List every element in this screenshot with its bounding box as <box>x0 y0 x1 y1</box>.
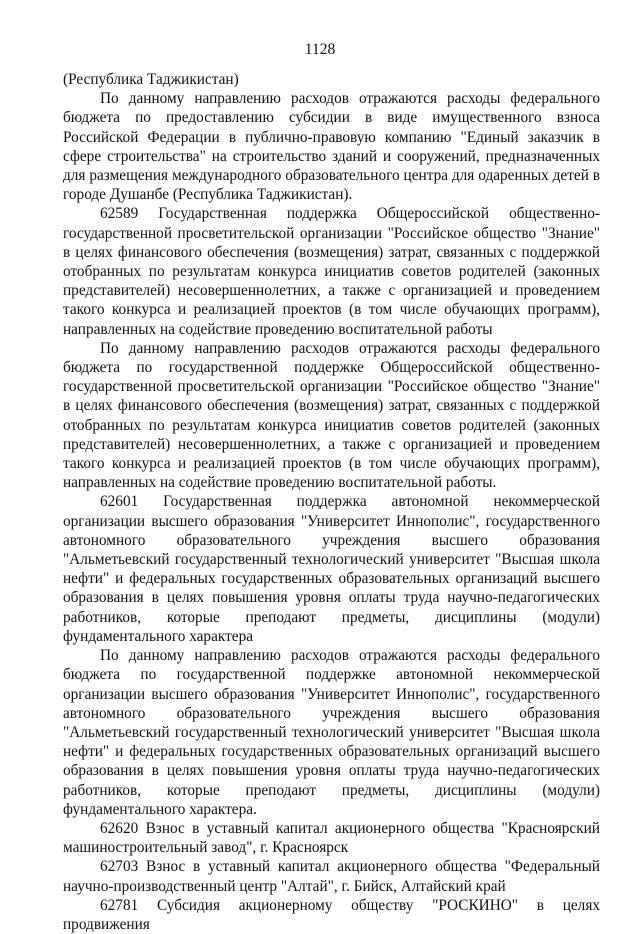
paragraph-code-62781-heading: 62781 Субсидия акционерному обществу "РОСКИНО" в целях продвижения <box>63 896 600 933</box>
document-body <box>63 70 600 934</box>
page-number: 1128 <box>304 41 336 58</box>
paragraph-code-62703-heading: 62703 Взнос в уставный капитал акционерного общества "Федеральный научно-производственный центр "Алтай", г. Бийск, Алтайский край <box>63 858 600 895</box>
paragraph-code-62589-description: По данному направлению расходов отражаются расходы федерального бюджета по государственной поддержке Общероссийской общественно-государственной просветительской организации "Российское общество "Знание" в целях финансового обеспечения (возмещения) затрат, связанных с поддержкой отобранных по результатам конкурса инициатив советов родителей (законных представителей) несовершеннолетних, а также с организацией и проведением такого конкурса и реализацией проектов (в том числе обучающих программ), направленных на содействие проведению воспитательной работы. <box>63 339 600 492</box>
paragraph-code-62589-heading: 62589 Государственная поддержка Общероссийской общественно-государственной просветительской организации "Российское общество "Знание" в целях финансового обеспечения (возмещения) затрат, связанных с поддержкой отобранных по результатам конкурса инициатив советов родителей (законных представителей) несовершеннолетних, а также с организацией и проведением такого конкурса и реализацией проектов (в том числе обучающих программ), направленных на содействие проведению воспитательной работы <box>63 205 600 338</box>
paragraph-country-continuation: (Республика Таджикистан) <box>63 71 239 88</box>
paragraph-code-62601-heading: 62601 Государственная поддержка автономной некоммерческой организации высшего образования "Университет Иннополис", государственного автономного образовательного учреждения высшего образования "Альметьевский государственный технологический университет "Высшая школа нефти" и федеральных государственных образовательных организаций высшего образования в целях повышения уровня оплаты труда научно-педагогических работников, которые преподают предметы, дисциплины (модули) фундаментального характера <box>63 493 600 645</box>
paragraph-code-62620-heading: 62620 Взнос в уставный капитал акционерного общества "Красноярский машиностроительный завод", г. Красноярск <box>63 819 600 857</box>
paragraph-dushanbe-center-description: По данному направлению расходов отражаются расходы федерального бюджета по предоставлению субсидии в виде имущественного взноса Российской Федерации в публично-правовую компанию "Единый заказчик в сфере строительства" на строительство зданий и сооружений, предназначенных для размещения международного образовательного центра для одаренных детей в городе Душанбе (Республика Таджикистан). <box>63 90 600 204</box>
paragraph-code-62601-description: По данному направлению расходов отражаются расходы федерального бюджета по государственной поддержке автономной некоммерческой организации высшего образования "Университет Иннополис", государственного автономного образовательного учреждения высшего образования "Альметьевский государственный технологический университет "Высшая школа нефти" и федеральных государственных образовательных организаций высшего образования в целях повышения уровня оплаты труда научно-педагогических работников, которые преподают предметы, дисциплины (модули) фундаментального характера. <box>63 647 600 818</box>
